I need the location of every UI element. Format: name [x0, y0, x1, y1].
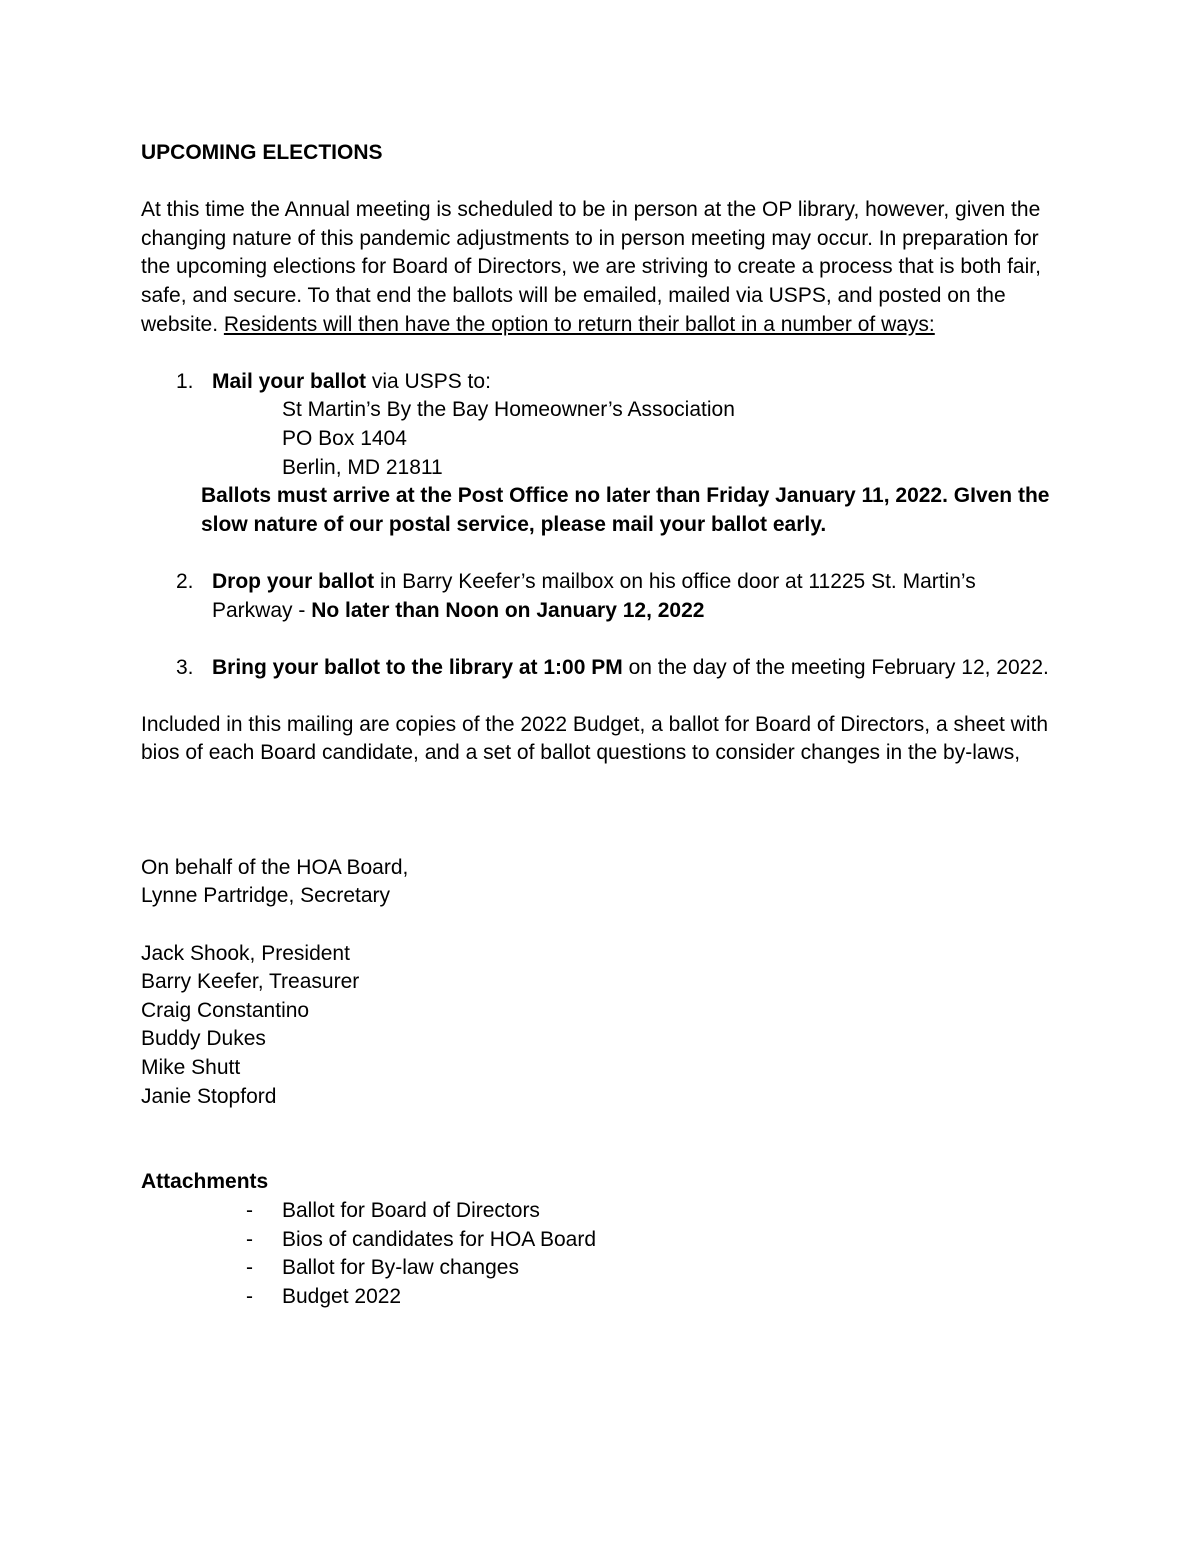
board-member: Barry Keefer, Treasurer	[141, 970, 360, 994]
board-member: Janie Stopford	[141, 1084, 277, 1108]
option-text: via USPS to:	[366, 369, 491, 393]
attachment-label: Ballot for Board of Directors	[282, 1198, 540, 1222]
list-number: 1.	[176, 369, 194, 393]
list-item-drop	[141, 568, 1051, 625]
attachment-item	[141, 1254, 1051, 1283]
attachment-item	[141, 1283, 1051, 1312]
option-text: on the day of the meeting February 12, 2022.	[622, 655, 1049, 679]
document-page	[141, 139, 1051, 1311]
intro-text: At this time the Annual meeting is scheduled to be in person at the OP library, however, given the changing nature of this pandemic adjustments to in person meeting may occur. In preparation for the upcoming elections for Board of Directors, we are striving to create a process that is both fair, safe, and secure. To that end the ballots will be emailed, mailed via USPS, and posted on the website.	[141, 198, 1041, 336]
dash-bullet: -	[246, 1198, 253, 1222]
signoff-name: Lynne Partridge, Secretary	[141, 884, 391, 908]
board-member: Mike Shutt	[141, 1056, 241, 1079]
list-number: 3.	[176, 655, 194, 679]
included-paragraph: Included in this mailing are copies of the 2022 Budget, a ballot for Board of Directors, a sheet with bios of each Board candidate, and a set of ballot questions to consider changes in the by-laws,	[141, 712, 1049, 765]
attachment-item	[141, 1226, 1051, 1255]
attachment-label: Bios of candidates for HOA Board	[282, 1227, 597, 1251]
attachments-heading: Attachments	[141, 1170, 269, 1194]
address-line: PO Box 1404	[282, 426, 407, 450]
address-line: Berlin, MD 21811	[282, 455, 443, 479]
attachment-label: Budget 2022	[282, 1284, 402, 1308]
signoff-line: On behalf of the HOA Board,	[141, 855, 409, 879]
list-number: 2.	[176, 569, 194, 593]
option-text: in Barry Keefer’s mailbox on his office door at 11225 St. Martin’s Parkway -	[212, 569, 976, 622]
mail-deadline-warning: Ballots must arrive at the Post Office no later than Friday January 11, 2022. GIven the slow nature of our postal service, please mail your ballot early.	[201, 484, 1050, 536]
dash-bullet: -	[246, 1256, 253, 1280]
option-bold-text: Drop your ballot	[212, 569, 375, 593]
list-item-mail	[141, 368, 1051, 397]
board-member: Buddy Dukes	[141, 1027, 266, 1051]
address-line: St Martin’s By the Bay Homeowner’s Association	[282, 398, 735, 422]
section-heading: UPCOMING ELECTIONS	[141, 141, 383, 164]
board-member: Craig Constantino	[141, 998, 310, 1022]
intro-paragraph	[141, 196, 1051, 339]
attachment-item	[141, 1197, 1051, 1226]
board-member: Jack Shook, President	[141, 941, 350, 965]
option-bold-text: Bring your ballot to the library at 1:00 PM	[212, 655, 623, 679]
option-deadline: No later than Noon on January 12, 2022	[311, 598, 705, 622]
attachment-label: Ballot for By-law changes	[282, 1256, 519, 1280]
intro-underlined-text: Residents will then have the option to return their ballot in a number of ways:	[223, 312, 935, 336]
dash-bullet: -	[246, 1284, 253, 1308]
dash-bullet: -	[246, 1227, 253, 1251]
option-bold-text: Mail your ballot	[212, 369, 367, 393]
list-item-bring	[141, 654, 1051, 683]
